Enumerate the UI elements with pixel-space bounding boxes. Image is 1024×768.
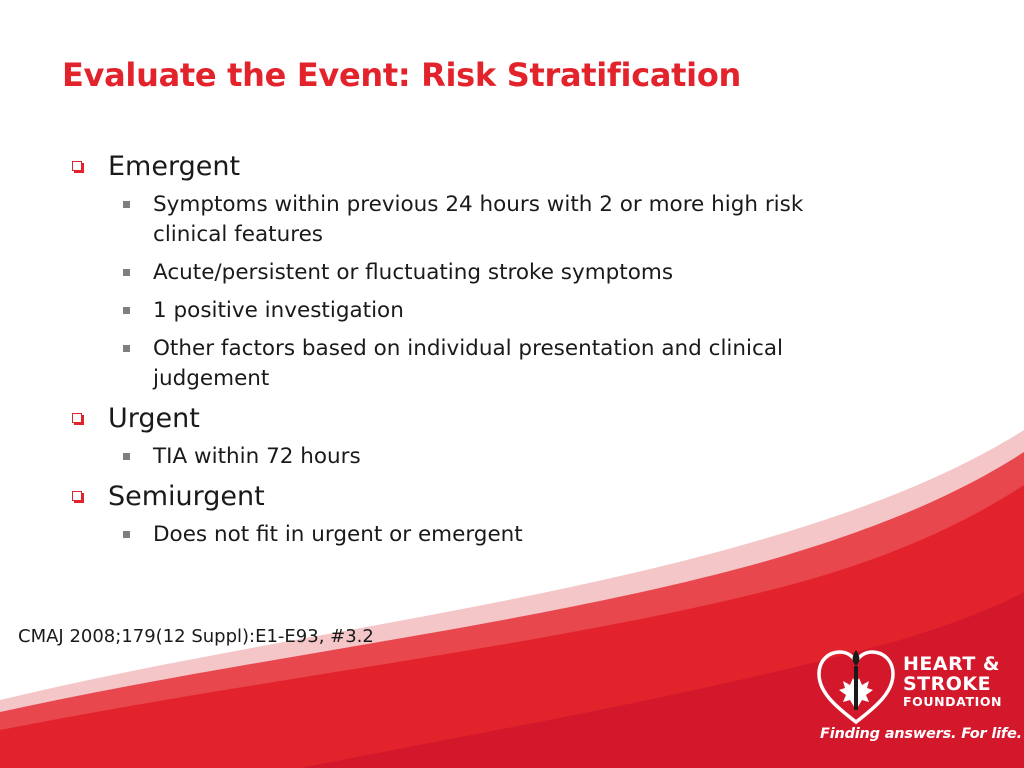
section-heading-label: Emergent bbox=[108, 151, 241, 182]
hollow-square-bullet-icon bbox=[72, 161, 82, 171]
logo-wordmark bbox=[903, 654, 1002, 710]
square-bullet-icon bbox=[123, 269, 130, 276]
bullet-list bbox=[70, 150, 890, 558]
logo-tagline: Finding answers. For life. bbox=[820, 726, 1022, 742]
list-item-text: Does not fit in urgent or emergent bbox=[153, 522, 523, 547]
hollow-square-bullet-icon bbox=[72, 413, 82, 423]
section-heading-urgent bbox=[70, 402, 890, 436]
list-item bbox=[153, 296, 883, 326]
section-heading-emergent bbox=[70, 150, 890, 184]
list-item bbox=[153, 442, 883, 472]
square-bullet-icon bbox=[123, 307, 130, 314]
logo-line-3: FOUNDATION bbox=[903, 694, 1003, 709]
hollow-square-bullet-icon bbox=[72, 491, 82, 501]
list-item bbox=[153, 334, 883, 394]
list-item-text: Acute/persistent or fluctuating stroke symptoms bbox=[153, 260, 674, 285]
logo-line-2: STROKE bbox=[903, 673, 992, 695]
square-bullet-icon bbox=[123, 201, 130, 208]
section-heading-label: Urgent bbox=[108, 403, 200, 434]
list-item-text: Symptoms within previous 24 hours with 2 or more high risk clinical features bbox=[153, 192, 804, 247]
heart-torch-icon bbox=[815, 648, 897, 728]
section-heading-semiurgent bbox=[70, 480, 890, 514]
list-item-text: 1 positive investigation bbox=[153, 298, 404, 323]
square-bullet-icon bbox=[123, 531, 130, 538]
square-bullet-icon bbox=[123, 453, 130, 460]
list-item-text: Other factors based on individual presentation and clinical judgement bbox=[153, 336, 783, 391]
slide-title: Evaluate the Event: Risk Stratification bbox=[62, 56, 742, 94]
list-item bbox=[153, 520, 883, 550]
reference-citation: CMAJ 2008;179(12 Suppl):E1-E93, #3.2 bbox=[18, 626, 374, 647]
heart-and-stroke-logo bbox=[815, 648, 1022, 748]
list-item bbox=[153, 258, 883, 288]
list-item bbox=[153, 190, 883, 250]
section-heading-label: Semiurgent bbox=[108, 481, 265, 512]
square-bullet-icon bbox=[123, 345, 130, 352]
logo-line-1: HEART & bbox=[903, 653, 1001, 675]
list-item-text: TIA within 72 hours bbox=[153, 444, 361, 469]
